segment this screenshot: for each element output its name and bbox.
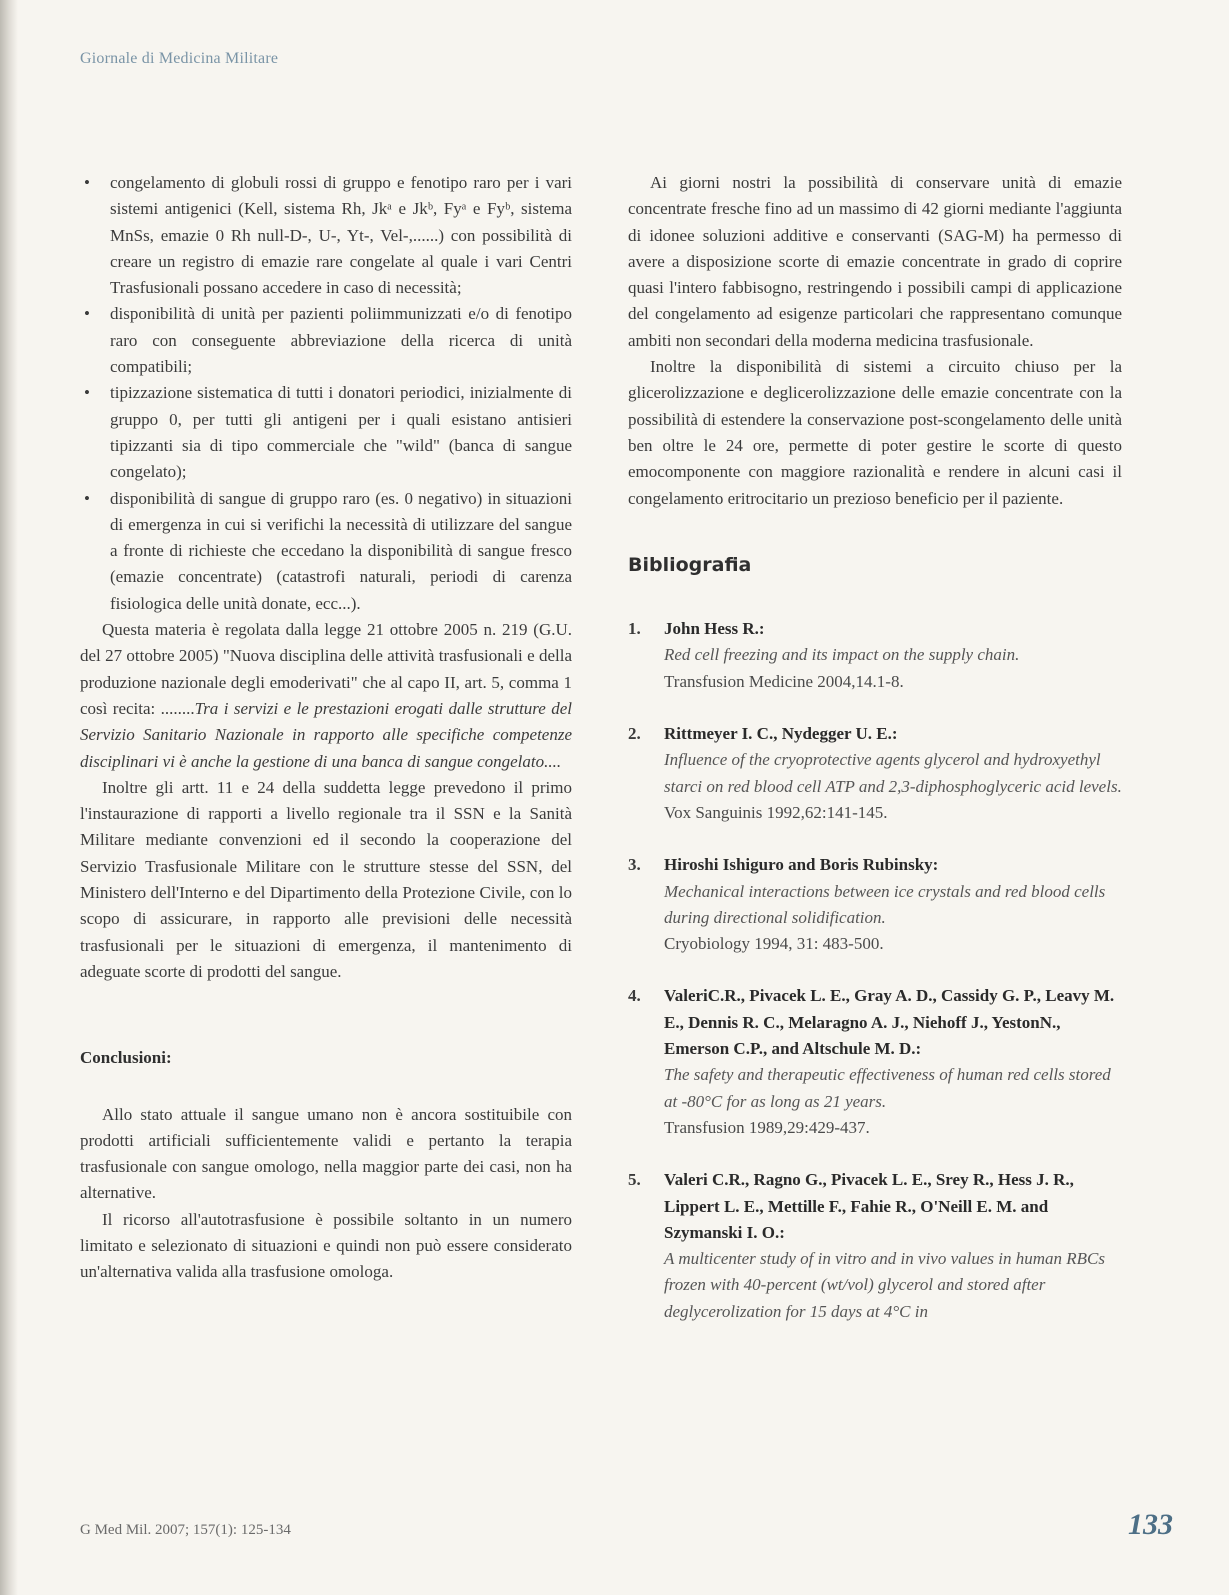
reference-title: A multicenter study of in vitro and in vivo values in human RBCs frozen with 40-percent (wt/vol) glycerol and stored after deglycerolization for 15 days at 4°C in (664, 1249, 1105, 1321)
reference-source: Transfusion Medicine 2004,14.1-8. (664, 671, 904, 691)
conclusioni-paragraph-2: Il ricorso all'autotrasfusione è possibile soltanto in un numero limitato e selezionato di situazioni e quindi non può essere considerato un'alternativa valida alla trasfusione omologa. (80, 1209, 572, 1282)
reference-authors: John Hess R.: (664, 619, 765, 639)
reference-item (628, 721, 1122, 826)
bullet-item (80, 380, 572, 485)
reference-source: Cryobiology 1994, 31: 483-500. (664, 934, 884, 954)
left-column (80, 170, 572, 1286)
reference-authors: Rittmeyer I. C., Nydegger U. E.: (664, 724, 898, 744)
reference-authors: Valeri C.R., Ragno G., Pivacek L. E., Srey R., Hess J. R., Lippert L. E., Mettille F., Fahie R., O'Neill E. M. and Szymanski I. O.: (664, 1170, 1074, 1242)
conclusioni-paragraph-1: Allo stato attuale il sangue umano non è ancora sostituibile con prodotti artificiali sufficientemente validi e pertanto la terapia trasfusionale con sangue omologo, nella maggior parte dei casi, non ha alternative. (80, 1104, 572, 1203)
bullet-icon: • (84, 383, 90, 403)
conclusioni-heading: Conclusioni: (80, 1048, 172, 1068)
law-quote: Tra i servizi e le prestazioni erogati dalle strutture del Servizio Sanitario Nazionale in rapporto alle specifiche competenze disciplinari vi è anche la gestione di una banca di sangue congelato.... (80, 698, 572, 771)
reference-number: 2. (628, 724, 641, 744)
reference-number: 4. (628, 986, 641, 1006)
bullet-text: disponibilità di unità per pazienti poliimmunizzati e/o di fenotipo raro con conseguente abbreviazione della ricerca di unità compatibili; (110, 304, 572, 377)
bullet-item (80, 486, 572, 617)
reference-item (628, 852, 1122, 957)
bullet-item (80, 170, 572, 301)
reference-number: 3. (628, 855, 641, 875)
reference-authors: ValeriC.R., Pivacek L. E., Gray A. D., Cassidy G. P., Leavy M. E., Dennis R. C., Melaragno A. J., Niehoff J., YestonN., Emerson C.P., and Altschule M. D.: (664, 986, 1115, 1059)
bullet-text: tipizzazione sistematica di tutti i donatori periodici, inizialmente di gruppo 0, per tutti gli antigeni per i quali esistano antisieri tipizzanti sia di tipo commerciale che "wild" (banca di sangue congelato); (110, 383, 572, 482)
right-paragraph-2: Inoltre la disponibilità di sistemi a circuito chiuso per la glicerolizzazione e deglicerolizzazione delle emazie concentrate con la possibilità di estendere la conservazione post-scongelamento delle unità ben oltre le 24 ore, permette di poter gestire le scorte di questo emocomponente con maggiore razionalità e rendere in alcuni casi il congelamento eritrocitario un prezioso beneficio per il paziente. (628, 357, 1122, 508)
reference-source: Transfusion 1989,29:429-437. (664, 1117, 870, 1137)
bullet-item (80, 301, 572, 380)
bullet-icon: • (84, 488, 90, 508)
reference-number: 5. (628, 1170, 641, 1190)
bullet-icon: • (84, 304, 90, 324)
reference-authors: Hiroshi Ishiguro and Boris Rubinsky: (664, 855, 939, 875)
reference-source: Vox Sanguinis 1992,62:141-145. (664, 802, 888, 822)
law-text: Questa materia è regolata dalla legge 21 ottobre 2005 n. 219 (G.U. del 27 ottobre 2005) "Nuova disciplina delle attività trasfusionali e della produzione nazionale degli emoderivati" che al capo II, art. 5, comma 1 così recita: ........ (80, 620, 572, 718)
reference-list (628, 616, 1122, 1325)
law-paragraph (80, 617, 572, 775)
reference-title: Influence of the cryoprotective agents glycerol and hydroxyethyl starci on red blood cell ATP and 2,3-diphosphoglyceric acid levels. (664, 750, 1122, 796)
page-number: 133 (1128, 1508, 1173, 1541)
bullet-text: disponibilità di sangue di gruppo raro (es. 0 negativo) in situazioni di emergenza in cui si verifichi la necessità di utilizzare del sangue a fronte di richieste che eccedano la disponibilità di sangue fresco (emazie concentrate) (catastrofi naturali, periodi di carenza fisiologica delle unità donate, ecc...). (110, 488, 572, 613)
articles-paragraph: Inoltre gli artt. 11 e 24 della suddetta legge prevedono il primo l'instaurazione di rapporti a livello regionale tra il SSN e la Sanità Militare mediante convenzioni ed il secondo la cooperazione del Servizio Trasfusionale Militare con le strutture stesse del SSN, del Ministero dell'Interno e del Dipartimento della Protezione Civile, con lo scopo di assicurare, in rapporto alle previsioni delle necessità trasfusionali per le situazioni di emergenza, il mantenimento di adeguate scorte di prodotti del sangue. (80, 777, 572, 981)
right-column (628, 170, 1122, 1351)
reference-item (628, 983, 1122, 1141)
bullet-list (80, 170, 572, 617)
reference-item (628, 1167, 1122, 1325)
bullet-text: congelamento di globuli rossi di gruppo e fenotipo raro per i vari sistemi antigenici (Kell, sistema Rh, Jkᵃ e Jkᵇ, Fyᵃ e Fyᵇ, sistema MnSs, emazie 0 Rh null-D-, U-, Yt-, Vel-,......) con possibilità di creare un registro di emazie rare congelate al quale i vari Centri Trasfusionali possano accedere in caso di necessità; (110, 173, 572, 298)
footer-citation: G Med Mil. 2007; 157(1): 125-134 (80, 1522, 291, 1538)
right-paragraph-1: Ai giorni nostri la possibilità di conservare unità di emazie concentrate fresche fino ad un massimo di 42 giorni mediante l'aggiunta di idonee soluzioni additive e conservanti (SAG-M) ha permesso di avere a disposizione scorte di emazie concentrate in grado di coprire quasi l'intero fabbisogno, restringendo i possibili campi di applicazione del congelamento ad esigenze particolari che rappresentano comunque ambiti non secondari della moderna medicina trasfusionale. (628, 173, 1122, 350)
journal-title: Giornale di Medicina Militare (80, 50, 279, 67)
page-binding-shadow (0, 0, 18, 1595)
reference-number: 1. (628, 619, 641, 639)
bibliografia-heading: Bibliografia (628, 553, 752, 576)
reference-title: Mechanical interactions between ice crystals and red blood cells during directional solidification. (664, 881, 1106, 927)
reference-item (628, 616, 1122, 695)
bullet-icon: • (84, 173, 90, 192)
reference-title: Red cell freezing and its impact on the supply chain. (664, 645, 1020, 665)
reference-title: The safety and therapeutic effectiveness of human red cells stored at -80°C for as long as 21 years. (664, 1065, 1111, 1111)
